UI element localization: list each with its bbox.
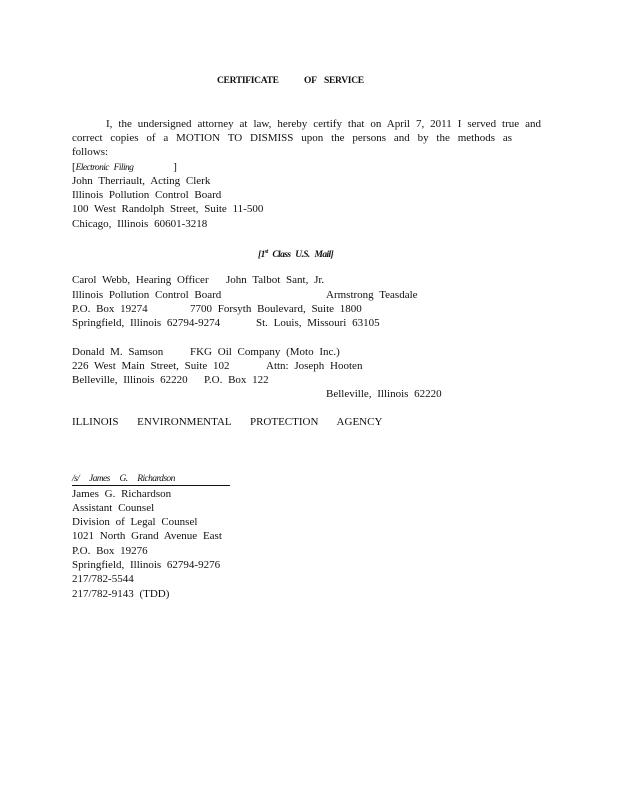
mail1-left-2: Illinois Pollution Control Board [72,289,222,301]
electronic-line-3: 100 West Randolph Street, Suite 11-500 [72,203,264,215]
signature-tdd: 217/782-9143 (TDD) [72,588,170,600]
mail1-right-1: John Talbot Sant, Jr. [226,274,325,286]
electronic-filing-heading: [Electronic Filing ] [72,161,177,173]
mail1-left-4: Springfield, Illinois 62794-9274 [72,317,221,329]
signature-line: /s/ James G. Richardson [72,474,175,484]
signature-po-box: P.O. Box 19276 [72,545,148,557]
agency-name: ILLINOIS ENVIRONMENTAL PROTECTION AGENCY [72,416,383,428]
title-of: OF [304,76,317,86]
electronic-line-2: Illinois Pollution Control Board [72,189,222,201]
mail2-left-2: 226 West Main Street, Suite 102 [72,360,230,372]
signature-division: Division of Legal Counsel [72,516,198,528]
mail2-right-1: FKG Oil Company (Moto Inc.) [190,346,340,358]
signature-street: 1021 North Grand Avenue East [72,530,222,542]
title-service: SERVICE [324,76,364,86]
mail1-right-3: 7700 Forsyth Boulevard, Suite 1800 [190,303,362,315]
mail2-left-1: Donald M. Samson [72,346,164,358]
signature-phone: 217/782-5544 [72,573,134,585]
signature-title: Assistant Counsel [72,502,155,514]
mail2-right-3: P.O. Box 122 [204,374,269,386]
signature-name: James G. Richardson [72,488,172,500]
mail1-right-2: Armstrong Teasdale [326,289,418,301]
intro-line-2: correct copies of a MOTION TO DISMISS upon the persons and by the methods as follows: [72,132,512,158]
electronic-line-1: John Therriault, Acting Clerk [72,175,211,187]
mail1-left-3: P.O. Box 19274 [72,303,148,315]
mail2-right-2: Attn: Joseph Hooten [266,360,363,372]
mail-heading: [1st Class U.S. Mail] [258,249,334,261]
signature-city: Springfield, Illinois 62794-9276 [72,559,221,571]
intro-line-1: I, the undersigned attorney at law, hereby certify that on April 7, 2011 I served true and [106,118,541,130]
mail2-right-4: Belleville, Illinois 62220 [326,388,442,400]
mail2-left-3: Belleville, Illinois 62220 [72,374,188,386]
mail1-left-1: Carol Webb, Hearing Officer [72,274,209,286]
signature-rule [72,485,230,486]
title-certificate: CERTIFICATE [217,76,279,86]
mail1-right-4: St. Louis, Missouri 63105 [256,317,380,329]
electronic-line-4: Chicago, Illinois 60601-3218 [72,218,208,230]
